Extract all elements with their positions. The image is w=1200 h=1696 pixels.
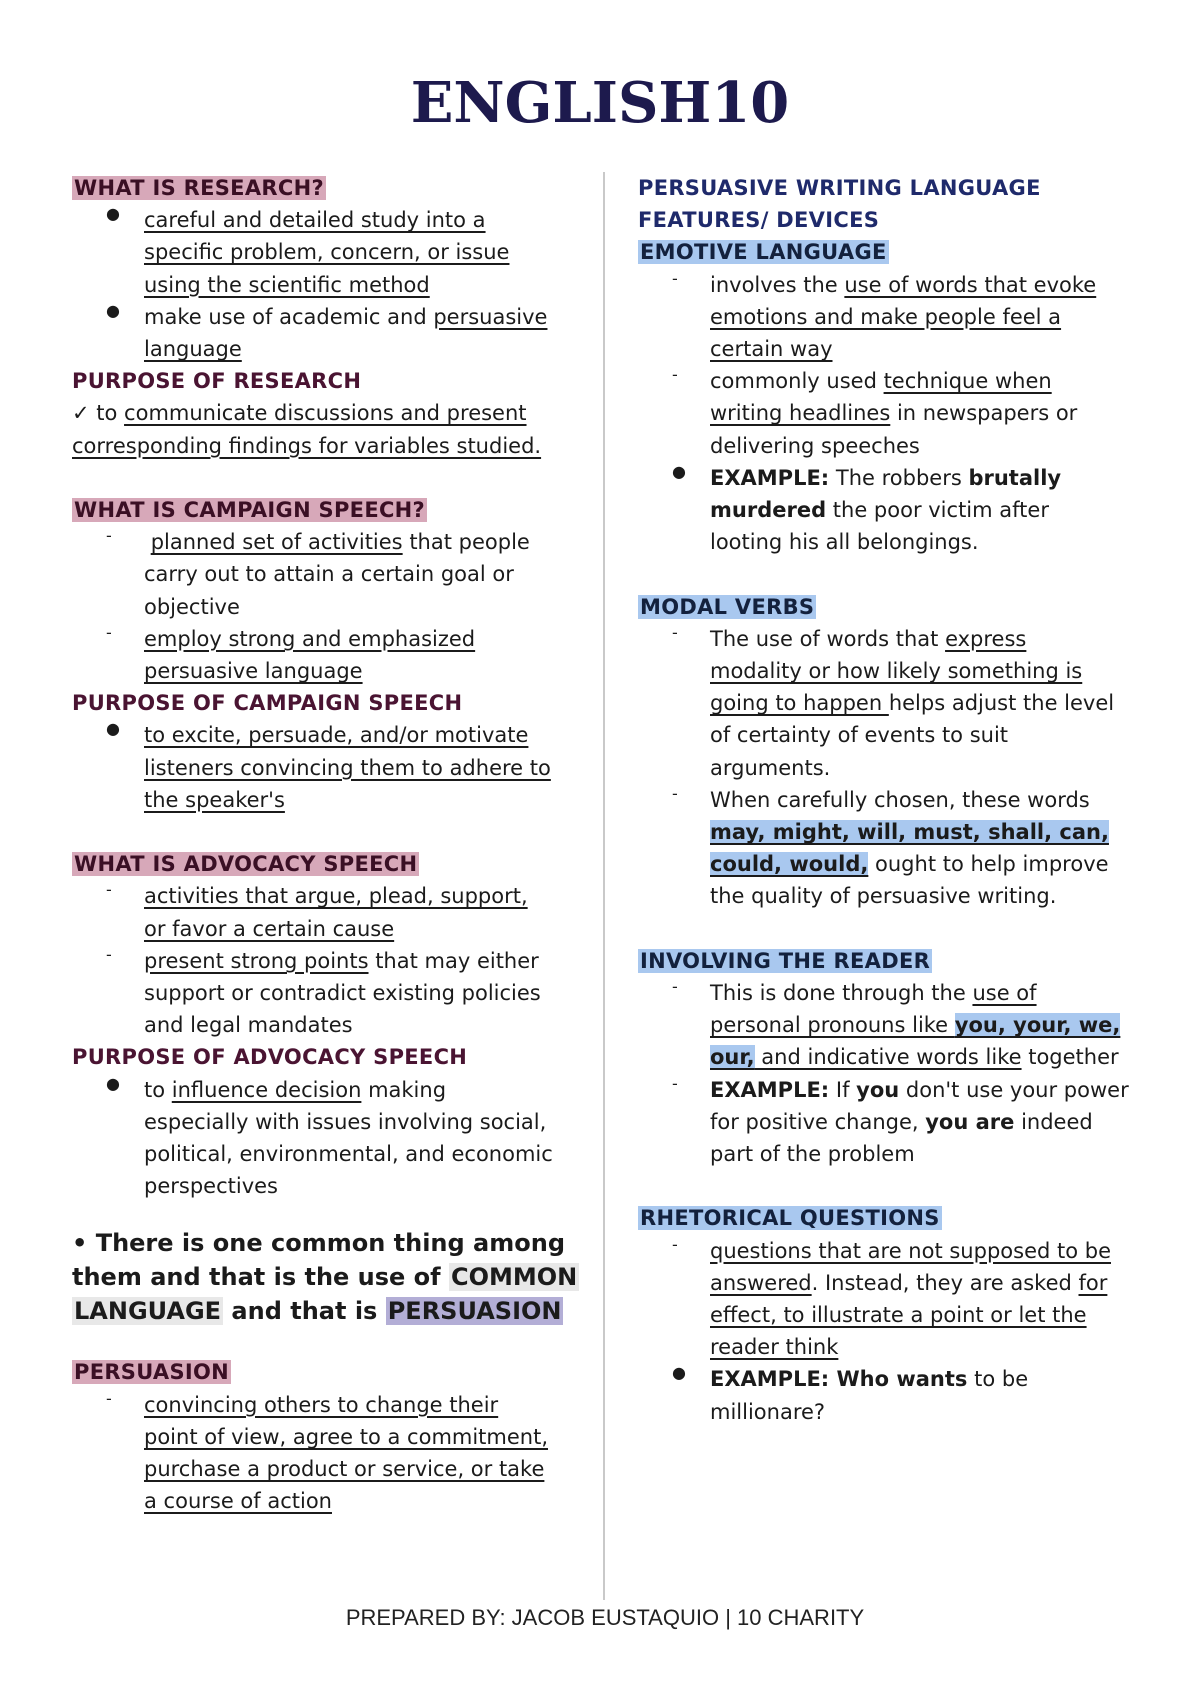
list-item: - employ strong and emphasized persuasive language: [106, 622, 476, 684]
list-item: ● make use of academic and persuasive language: [106, 300, 548, 362]
dash-marker: -: [106, 880, 112, 900]
list-item: - questions that are not supposed to be answered. Instead, they are asked for effect, to illustrate a point or let the reader think: [672, 1234, 1111, 1360]
heading-purpose-of-campaign-speech: PURPOSE OF CAMPAIGN SPEECH: [72, 691, 463, 716]
heading-what-is-advocacy-speech: WHAT IS ADVOCACY SPEECH: [74, 852, 418, 877]
bullet-marker: ●: [106, 719, 120, 739]
list-item: - planned set of activities that people carry out to attain a certain goal or objective: [106, 526, 530, 619]
list-item: - This is done through the use of personal pronouns like you, your, we, our, and indicative words like together: [672, 977, 1121, 1070]
heading-modal-verbs: MODAL VERBS: [640, 594, 815, 619]
common-language-statement: • There is one common thing among them and that is the use of COMMON LANGUAGE and that is PERSUASION: [72, 1229, 578, 1326]
list-item: - activities that argue, plead, support, or favor a certain cause: [106, 880, 528, 941]
heading-involving-the-reader: INVOLVING THE READER: [640, 948, 931, 973]
heading-what-is-campaign-speech: WHAT IS CAMPAIGN SPEECH?: [74, 498, 426, 523]
dash-marker: -: [672, 1234, 678, 1254]
heading-emotive-language: EMOTIVE LANGUAGE: [640, 240, 887, 265]
list-item: - EXAMPLE: If you don't use your power for positive change, you are indeed part of the problem: [672, 1073, 1129, 1167]
dash-marker: -: [672, 365, 678, 385]
list-item: ● EXAMPLE: The robbers brutally murdered the poor victim after looting his all belongings.: [672, 461, 1062, 555]
dash-marker: -: [672, 783, 678, 803]
heading-purpose-of-research: PURPOSE OF RESEARCH: [72, 369, 362, 394]
list-item: - The use of words that express modality or how likely something is going to happen helps adjust the level of certainty of events to suit arguments.: [672, 622, 1115, 780]
bullet-marker: ●: [672, 461, 686, 481]
list-item: ● to excite, persuade, and/or motivate listeners convincing them to adhere to the speaker's: [106, 719, 551, 812]
heading-persuasive-writing: PERSUASIVE WRITING LANGUAGE: [638, 176, 1041, 200]
dash-marker: -: [672, 1073, 678, 1093]
list-item: - commonly used technique when writing headlines in newspapers or delivering speeches: [672, 365, 1078, 458]
list-item: ● careful and detailed study into a specific problem, concern, or issue using the scientific method: [106, 204, 510, 297]
list-item: - involves the use of words that evoke emotions and make people feel a certain way: [672, 268, 1097, 362]
dash-marker: -: [106, 622, 112, 642]
dash-marker: -: [106, 944, 112, 964]
bullet-marker: ●: [106, 1073, 120, 1093]
list-item: ● to influence decision making especially with issues involving social, political, environmental, and economic perspectives: [106, 1073, 553, 1199]
dash-marker: -: [106, 526, 112, 546]
heading-features-devices: FEATURES/ DEVICES: [638, 208, 880, 233]
footer-credit: PREPARED BY: JACOB EUSTAQUIO | 10 CHARITY: [345, 1605, 865, 1630]
column-divider: [603, 172, 605, 1600]
list-item: - present strong points that may either support or contradict existing policies and legal mandates: [106, 944, 541, 1038]
heading-persuasion: PERSUASION: [74, 1360, 230, 1385]
bullet-marker: ●: [106, 300, 120, 320]
heading-purpose-of-advocacy-speech: PURPOSE OF ADVOCACY SPEECH: [72, 1045, 468, 1070]
bullet-marker: ●: [106, 204, 120, 224]
dash-marker: -: [672, 268, 678, 288]
list-item: ● EXAMPLE: Who wants to be millionare?: [672, 1363, 1029, 1424]
right-column: [638, 172, 1138, 1428]
list-item: - When carefully chosen, these words may, might, will, must, shall, can, could, would, ought to help improve the quality of persuasive writing.: [672, 783, 1109, 909]
page-title: ENGLISH10: [410, 70, 790, 136]
dash-marker: -: [106, 1388, 112, 1408]
list-item: - convincing others to change their point of view, agree to a commitment, purchase a product or service, or take a course of action: [106, 1388, 549, 1514]
bullet-marker: ●: [672, 1363, 686, 1383]
heading-rhetorical-questions: RHETORICAL QUESTIONS: [640, 1206, 940, 1231]
left-column: WHAT IS RESEARCH? ● careful and detailed study into a specific problem, concern, or issue using the scientific method ● make use of academic and persuasive language PURPOSE OF RESEARCH ✓ to communicate discussions and present corresponding findings for variables studied. WHAT IS CAMPAIGN SPEECH? - planned set of activities that people carry out to attain a certain goal or objective - employ strong and emphasized persuasive language PURPOSE OF CAMPAIGN SPEECH ● to excite, persuade, and/or motivate listeners convincing them to adhere to the speaker's WHAT IS ADVOCACY SPEECH - activities that argue, plead, support, or favor a certain cause - present strong points that may either support or contradict existing policies and legal mandates PURPOSE OF ADVOCACY SPEECH ● to influence decision making especially with issues involving social, political, environmental, and economic perspectives • There is one common thing among them and that is the use of COMMON LANGUAGE and that is PERSUASION PERSUASION - convincing others to change their point of view, agree to a commitment, purchase a product or service, or take a course of action: [72, 172, 572, 1517]
heading-what-is-research: WHAT IS RESEARCH?: [74, 176, 324, 200]
dash-marker: -: [672, 977, 678, 997]
check-icon: ✓: [72, 401, 90, 426]
dash-marker: -: [672, 622, 678, 642]
